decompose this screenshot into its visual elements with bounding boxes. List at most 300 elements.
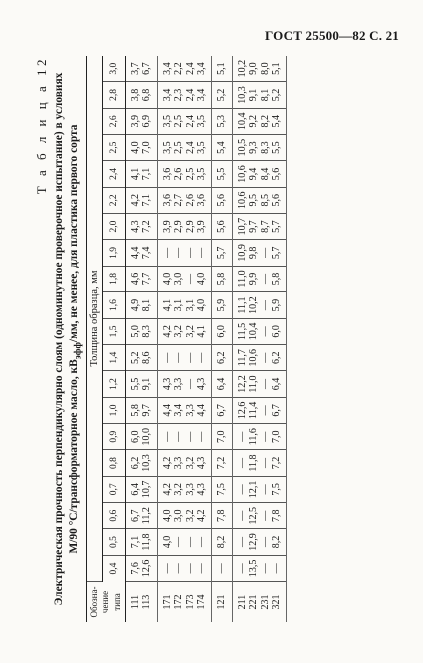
cell-value: 4,4 bbox=[196, 404, 208, 417]
value-cell bbox=[157, 161, 212, 187]
cell-value: 4,9 bbox=[130, 298, 141, 312]
cell-value: 12,6 bbox=[141, 559, 153, 578]
value-cell bbox=[157, 529, 212, 555]
cell-value: 7,6 bbox=[130, 562, 141, 575]
cell-value: 11,0 bbox=[236, 270, 248, 288]
cell-value: 9,0 bbox=[248, 62, 260, 75]
cell-value: 4,2 bbox=[161, 483, 173, 496]
cell-value: — bbox=[161, 247, 173, 258]
cell-value: 12,9 bbox=[248, 533, 260, 551]
cell-value: 9,4 bbox=[248, 167, 260, 181]
thickness-header: 2,8 bbox=[103, 82, 126, 108]
value-cell bbox=[212, 397, 232, 423]
value-cell bbox=[157, 108, 212, 134]
cell-value: 5,4 bbox=[216, 141, 228, 154]
cell-value: 5,6 bbox=[216, 220, 228, 233]
cell-value: 2,2 bbox=[173, 62, 185, 75]
cell-value: 6,4 bbox=[271, 377, 283, 391]
type-code: 221 bbox=[248, 594, 260, 610]
table-row bbox=[232, 56, 287, 622]
thickness-header: 0,6 bbox=[103, 503, 126, 529]
cell-value: 3,4 bbox=[161, 88, 173, 102]
cell-value: — bbox=[236, 510, 248, 521]
value-cell bbox=[126, 56, 158, 82]
value-cell bbox=[232, 266, 287, 292]
thickness-header: 2,6 bbox=[103, 108, 126, 134]
cell-value: 4,0 bbox=[161, 535, 173, 549]
cell-value: 3,5 bbox=[161, 115, 173, 128]
cell-value: 11,0 bbox=[248, 375, 260, 393]
table-row bbox=[157, 56, 212, 622]
cell-value: 3,6 bbox=[161, 194, 173, 207]
value-cell bbox=[232, 108, 287, 134]
cell-value: — bbox=[161, 563, 173, 574]
cell-value: — bbox=[184, 247, 196, 258]
cell-value: 7,5 bbox=[216, 483, 228, 496]
cell-value: 10,2 bbox=[248, 296, 260, 314]
cell-value: 6,2 bbox=[271, 351, 283, 364]
value-cell bbox=[157, 134, 212, 160]
cell-value: 5,5 bbox=[130, 377, 141, 391]
cell-value: — bbox=[161, 352, 173, 363]
cell-value: 6,4 bbox=[216, 377, 228, 391]
thickness-header: 1,0 bbox=[103, 397, 126, 423]
value-cell bbox=[212, 476, 232, 502]
cell-value: 3,5 bbox=[161, 141, 173, 154]
value-cell bbox=[212, 292, 232, 318]
cell-value: 9,2 bbox=[248, 115, 260, 128]
cell-value: 7,5 bbox=[271, 483, 283, 496]
value-cell bbox=[126, 345, 158, 371]
thickness-header: 1,5 bbox=[103, 318, 126, 344]
cell-value: — bbox=[259, 537, 271, 548]
cell-value: 5,6 bbox=[271, 167, 283, 181]
value-cell bbox=[212, 345, 232, 371]
cell-value: 10,6 bbox=[248, 348, 260, 367]
cell-value: 3,6 bbox=[161, 167, 173, 181]
thickness-group-header: Толщина образца, мм bbox=[87, 56, 103, 582]
value-cell bbox=[212, 187, 232, 213]
value-cell bbox=[126, 108, 158, 134]
cell-value: 5,6 bbox=[216, 194, 228, 207]
type-header-line: типа bbox=[111, 593, 122, 611]
cell-value: 7,2 bbox=[271, 456, 283, 470]
cell-value: 4,1 bbox=[196, 325, 208, 338]
type-cell bbox=[157, 582, 212, 623]
type-code: 173 bbox=[184, 594, 196, 610]
cell-value: — bbox=[259, 247, 271, 258]
cell-value: 8,7 bbox=[259, 220, 271, 233]
cell-value: 4,3 bbox=[196, 456, 208, 470]
cell-value: 5,2 bbox=[216, 88, 228, 102]
cell-value: 3,7 bbox=[130, 62, 141, 75]
cell-value: 8,2 bbox=[259, 115, 271, 128]
cell-value: 7,8 bbox=[271, 509, 283, 522]
cell-value: — bbox=[173, 352, 185, 363]
cell-value: — bbox=[173, 247, 185, 258]
type-code: 171 bbox=[161, 594, 173, 610]
cell-value: 6,2 bbox=[130, 456, 141, 470]
thickness-header: 1,8 bbox=[103, 266, 126, 292]
cell-value: 2,6 bbox=[184, 194, 196, 207]
table-row bbox=[126, 56, 158, 622]
strength-table bbox=[86, 56, 287, 622]
value-cell bbox=[212, 108, 232, 134]
cell-value: 11,2 bbox=[141, 507, 153, 525]
value-cell bbox=[232, 292, 287, 318]
value-cell bbox=[157, 503, 212, 529]
cell-value: 11,6 bbox=[248, 428, 260, 446]
caption-line-2-head: М/90 °С/трансформаторное масло, кВ bbox=[68, 359, 80, 554]
cell-value: 6,7 bbox=[216, 404, 228, 417]
value-cell bbox=[126, 318, 158, 344]
thickness-header: 0,7 bbox=[103, 476, 126, 502]
value-cell bbox=[212, 134, 232, 160]
value-cell bbox=[157, 450, 212, 476]
cell-value: 6,7 bbox=[141, 62, 153, 75]
cell-value: 2,4 bbox=[184, 88, 196, 102]
cell-value: — bbox=[196, 537, 208, 548]
cell-value: 6,0 bbox=[130, 430, 141, 443]
cell-value: 13,5 bbox=[248, 559, 260, 578]
cell-value: 9,3 bbox=[248, 141, 260, 154]
cell-value: 2,5 bbox=[173, 141, 185, 154]
cell-value: 3,5 bbox=[196, 115, 208, 128]
thickness-header: 1,4 bbox=[103, 345, 126, 371]
value-cell bbox=[157, 476, 212, 502]
value-cell bbox=[157, 371, 212, 397]
thickness-header: 2,2 bbox=[103, 187, 126, 213]
cell-value: 4,2 bbox=[196, 509, 208, 522]
cell-value: 10,7 bbox=[141, 480, 153, 499]
cell-value: 3,2 bbox=[173, 325, 185, 338]
value-cell bbox=[126, 82, 158, 108]
value-cell bbox=[157, 82, 212, 108]
value-cell bbox=[126, 476, 158, 502]
cell-value: 7,1 bbox=[141, 167, 153, 181]
table-row bbox=[212, 56, 232, 622]
cell-value: 4,3 bbox=[130, 220, 141, 233]
type-code: 111 bbox=[130, 594, 141, 610]
thickness-header: 1,9 bbox=[103, 240, 126, 266]
cell-value: 7,1 bbox=[130, 535, 141, 549]
value-cell bbox=[157, 56, 212, 82]
cell-value: 6,7 bbox=[271, 404, 283, 417]
thickness-header: 1,2 bbox=[103, 371, 126, 397]
cell-value: — bbox=[173, 563, 185, 574]
cell-value: 8,3 bbox=[259, 141, 271, 154]
cell-value: 6,8 bbox=[141, 88, 153, 102]
cell-value: 4,0 bbox=[130, 141, 141, 154]
value-cell bbox=[157, 240, 212, 266]
page-header: ГОСТ 25500—82 С. 21 bbox=[265, 28, 399, 43]
cell-value: 3,2 bbox=[184, 456, 196, 470]
cell-value: 2,4 bbox=[184, 141, 196, 154]
cell-value: 6,0 bbox=[216, 325, 228, 338]
cell-value: 9,1 bbox=[141, 377, 153, 391]
cell-value: — bbox=[196, 352, 208, 363]
cell-value: 5,1 bbox=[216, 62, 228, 75]
caption-line-2 bbox=[67, 56, 86, 622]
thickness-header: 1,6 bbox=[103, 292, 126, 318]
cell-value: 2,3 bbox=[173, 88, 185, 102]
cell-value: 3,0 bbox=[173, 509, 185, 522]
cell-value: 12,1 bbox=[248, 480, 260, 499]
value-cell bbox=[126, 503, 158, 529]
value-cell bbox=[232, 450, 287, 476]
cell-value: 9,7 bbox=[248, 220, 260, 233]
value-cell bbox=[232, 240, 287, 266]
cell-value: 3,3 bbox=[184, 404, 196, 417]
cell-value: 8,2 bbox=[216, 535, 228, 549]
cell-value: 4,3 bbox=[196, 483, 208, 496]
cell-value: 9,9 bbox=[248, 272, 260, 286]
cell-value: 3,3 bbox=[184, 483, 196, 496]
caption-subscript: эфф bbox=[73, 342, 84, 360]
value-cell bbox=[232, 371, 287, 397]
value-cell bbox=[212, 266, 232, 292]
cell-value: 10,2 bbox=[236, 59, 248, 78]
cell-value: — bbox=[236, 458, 248, 469]
type-cell bbox=[232, 582, 287, 623]
cell-value: 6,2 bbox=[216, 351, 228, 364]
cell-value: — bbox=[259, 431, 271, 442]
cell-value: 3,5 bbox=[196, 167, 208, 181]
cell-value: — bbox=[236, 431, 248, 442]
cell-value: 4,2 bbox=[161, 456, 173, 470]
caption-line-1: Электрическая прочность перпендикулярно слоям (одноминутное проверочное испытание) в условиях bbox=[53, 72, 65, 606]
value-cell bbox=[232, 82, 287, 108]
type-cell bbox=[212, 582, 232, 623]
cell-value: 3,4 bbox=[161, 62, 173, 75]
value-cell bbox=[212, 240, 232, 266]
cell-value: 2,6 bbox=[173, 167, 185, 181]
cell-value: 10,9 bbox=[236, 244, 248, 262]
cell-value: 5,8 bbox=[130, 404, 141, 417]
value-cell bbox=[126, 134, 158, 160]
value-cell bbox=[212, 161, 232, 187]
value-cell bbox=[232, 529, 287, 555]
value-cell bbox=[212, 82, 232, 108]
cell-value: — bbox=[236, 484, 248, 495]
cell-value: 2,9 bbox=[173, 220, 185, 233]
cell-value: 10,3 bbox=[141, 454, 153, 472]
cell-value: 5,4 bbox=[271, 115, 283, 128]
cell-value: 7,0 bbox=[216, 430, 228, 443]
value-cell bbox=[126, 240, 158, 266]
table-label: Т а б л и ц а 12 bbox=[34, 56, 49, 195]
value-cell bbox=[212, 424, 232, 450]
cell-value: — bbox=[184, 379, 196, 390]
cell-value: 10,0 bbox=[141, 427, 153, 446]
cell-value: 4,2 bbox=[130, 194, 141, 207]
cell-value: 2,4 bbox=[184, 62, 196, 75]
cell-value: 5,2 bbox=[130, 351, 141, 364]
rotated-table-block bbox=[34, 56, 392, 622]
cell-value: — bbox=[259, 273, 271, 284]
value-cell bbox=[212, 555, 232, 581]
cell-value: — bbox=[271, 563, 283, 574]
cell-value: 4,6 bbox=[130, 272, 141, 286]
cell-value: 4,1 bbox=[130, 167, 141, 181]
cell-value: 5,5 bbox=[271, 141, 283, 154]
cell-value: 3,2 bbox=[184, 325, 196, 338]
cell-value: 7,0 bbox=[141, 141, 153, 154]
cell-value: 4,0 bbox=[196, 272, 208, 286]
cell-value: 5,0 bbox=[130, 325, 141, 338]
cell-value: 6,9 bbox=[141, 115, 153, 128]
cell-value: — bbox=[259, 405, 271, 416]
cell-value: 5,7 bbox=[216, 246, 228, 260]
cell-value: — bbox=[196, 247, 208, 258]
thickness-header: 2,4 bbox=[103, 161, 126, 187]
cell-value: 11,8 bbox=[141, 533, 153, 551]
cell-value: 3,1 bbox=[184, 298, 196, 312]
cell-value: 10,7 bbox=[236, 217, 248, 236]
cell-value: 10,4 bbox=[248, 322, 260, 341]
cell-value: 8,5 bbox=[259, 194, 271, 207]
type-code: 321 bbox=[271, 594, 283, 610]
cell-value: 2,7 bbox=[173, 194, 185, 207]
value-cell bbox=[232, 161, 287, 187]
cell-value: 5,9 bbox=[271, 298, 283, 312]
cell-value: 6,7 bbox=[130, 509, 141, 522]
value-cell bbox=[157, 266, 212, 292]
cell-value: 3,6 bbox=[196, 194, 208, 207]
thickness-header: 2,5 bbox=[103, 134, 126, 160]
cell-value: 7,4 bbox=[141, 246, 153, 260]
cell-value: 2,5 bbox=[173, 115, 185, 128]
cell-value: 11,1 bbox=[236, 296, 248, 314]
value-cell bbox=[232, 134, 287, 160]
thickness-header: 0,5 bbox=[103, 529, 126, 555]
cell-value: 4,3 bbox=[161, 377, 173, 391]
value-cell bbox=[126, 450, 158, 476]
type-header-line: чение bbox=[100, 590, 111, 614]
cell-value: 3,1 bbox=[173, 298, 185, 312]
cell-value: 11,8 bbox=[248, 454, 260, 472]
type-code: 113 bbox=[141, 594, 153, 610]
type-header-line: Обозна- bbox=[88, 586, 99, 618]
cell-value: 10,3 bbox=[236, 86, 248, 104]
cell-value: 8,1 bbox=[259, 88, 271, 102]
caption-line-2-tail: /мм, не менее, для пластика первого сорта bbox=[68, 124, 80, 343]
cell-value: — bbox=[259, 300, 271, 311]
value-cell bbox=[126, 292, 158, 318]
cell-value: 3,9 bbox=[161, 220, 173, 233]
cell-value: 4,3 bbox=[196, 377, 208, 391]
thickness-header-row bbox=[103, 56, 126, 622]
value-cell bbox=[232, 187, 287, 213]
thickness-header: 2,0 bbox=[103, 213, 126, 239]
thickness-header: 0,8 bbox=[103, 450, 126, 476]
cell-value: 9,5 bbox=[248, 194, 260, 207]
value-cell bbox=[232, 555, 287, 581]
cell-value: 2,4 bbox=[184, 115, 196, 128]
cell-value: 8,6 bbox=[141, 351, 153, 364]
cell-value: 8,1 bbox=[141, 298, 153, 312]
cell-value: 8,3 bbox=[141, 325, 153, 338]
value-cell bbox=[126, 529, 158, 555]
cell-value: 2,9 bbox=[184, 220, 196, 233]
cell-value: — bbox=[184, 431, 196, 442]
cell-value: 7,2 bbox=[141, 220, 153, 233]
value-cell bbox=[232, 318, 287, 344]
cell-value: — bbox=[259, 510, 271, 521]
cell-value: — bbox=[173, 431, 185, 442]
cell-value: 7,7 bbox=[141, 272, 153, 286]
cell-value: 12,5 bbox=[248, 506, 260, 525]
cell-value: 7,0 bbox=[271, 430, 283, 443]
cell-value: — bbox=[196, 431, 208, 442]
value-cell bbox=[157, 424, 212, 450]
value-cell bbox=[157, 187, 212, 213]
cell-value: 4,1 bbox=[161, 298, 173, 312]
cell-value: — bbox=[184, 273, 196, 284]
cell-value: — bbox=[259, 563, 271, 574]
value-cell bbox=[157, 292, 212, 318]
value-cell bbox=[126, 371, 158, 397]
cell-value: 3,2 bbox=[173, 483, 185, 496]
value-cell bbox=[212, 56, 232, 82]
cell-value: 3,4 bbox=[196, 62, 208, 75]
type-cell bbox=[126, 582, 158, 623]
cell-value: 8,4 bbox=[259, 167, 271, 181]
cell-value: 10,4 bbox=[236, 112, 248, 131]
cell-value: 7,8 bbox=[216, 509, 228, 522]
cell-value: 11,5 bbox=[236, 322, 248, 340]
cell-value: 5,7 bbox=[271, 220, 283, 233]
cell-value: 3,3 bbox=[173, 456, 185, 470]
cell-value: — bbox=[259, 326, 271, 337]
value-cell bbox=[232, 397, 287, 423]
cell-value: — bbox=[236, 537, 248, 548]
cell-value: 11,7 bbox=[236, 349, 248, 367]
cell-value: 10,6 bbox=[236, 165, 248, 183]
cell-value: — bbox=[161, 431, 173, 442]
cell-value: — bbox=[259, 484, 271, 495]
cell-value: 2,5 bbox=[184, 167, 196, 181]
value-cell bbox=[232, 213, 287, 239]
cell-value: — bbox=[259, 379, 271, 390]
value-cell bbox=[232, 503, 287, 529]
cell-value: 6,4 bbox=[130, 483, 141, 496]
value-cell bbox=[232, 476, 287, 502]
cell-value: 4,2 bbox=[161, 325, 173, 338]
cell-value: — bbox=[196, 563, 208, 574]
cell-value: 4,0 bbox=[161, 509, 173, 522]
cell-value: — bbox=[184, 352, 196, 363]
cell-value: 3,2 bbox=[184, 509, 196, 522]
type-code: 211 bbox=[236, 594, 248, 610]
cell-value: 5,2 bbox=[271, 88, 283, 102]
cell-value: 4,0 bbox=[161, 272, 173, 286]
value-cell bbox=[212, 371, 232, 397]
cell-value: 10,5 bbox=[236, 138, 248, 157]
cell-value: 10,6 bbox=[236, 191, 248, 210]
cell-value: 5,3 bbox=[216, 115, 228, 128]
value-cell bbox=[232, 56, 287, 82]
type-column-header bbox=[87, 582, 126, 623]
value-cell bbox=[232, 345, 287, 371]
cell-value: — bbox=[259, 458, 271, 469]
cell-value: 5,8 bbox=[271, 272, 283, 286]
cell-value: 4,4 bbox=[161, 404, 173, 417]
value-cell bbox=[126, 555, 158, 581]
type-code: 174 bbox=[196, 594, 208, 610]
value-cell bbox=[157, 397, 212, 423]
cell-value: 7,1 bbox=[141, 194, 153, 207]
